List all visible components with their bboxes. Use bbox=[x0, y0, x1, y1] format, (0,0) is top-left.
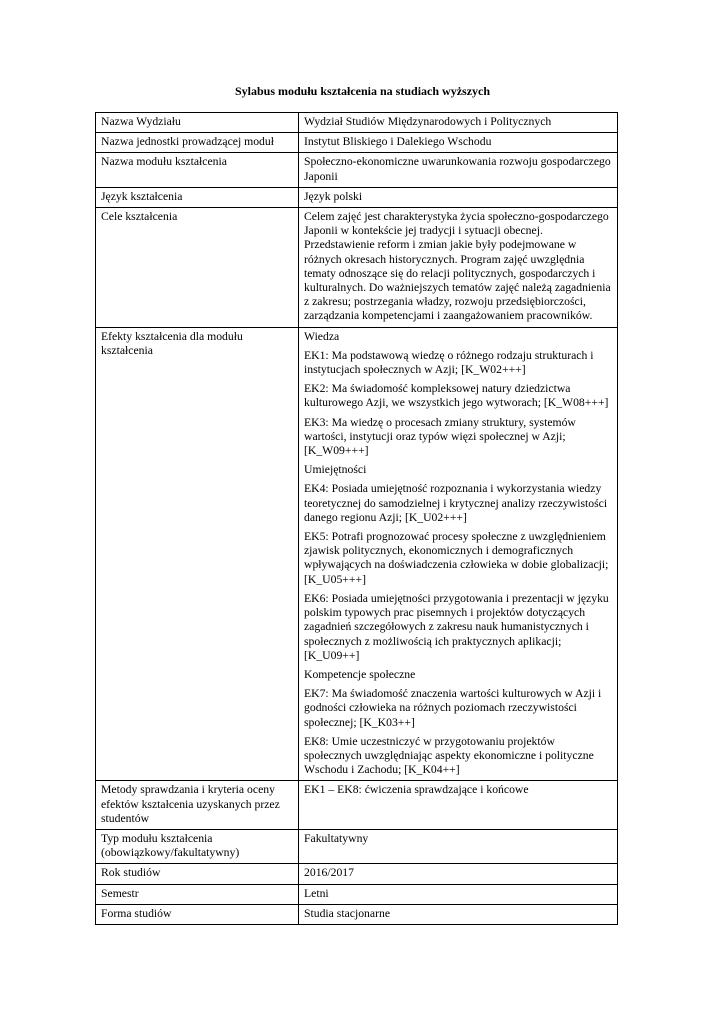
table-row bbox=[96, 781, 618, 830]
outcome-ek1: EK1: Ma podstawową wiedzę o różnego rodzaju strukturach i instytucjach społecznych w Azji; [K_W02+++] bbox=[304, 348, 594, 377]
row-value: Język polski bbox=[299, 187, 618, 207]
outcome-ek5: EK5: Potrafi prognozować procesy społeczne z uwzględnieniem zjawisk politycznych, ekonomicznych i demograficznych wpływających na doświadczenia człowieka w dobie globalizacji; [K_U05+++] bbox=[304, 530, 609, 586]
row-value: Społeczno-ekonomiczne uwarunkowania rozwoju gospodarczego Japonii bbox=[299, 153, 618, 187]
outcome-ek2: EK2: Ma świadomość kompleksowej natury dziedzictwa kulturowego Azji, we wszystkich jego wytworach; [K_W08+++] bbox=[304, 382, 609, 410]
row-value: Instytut Bliskiego i Dalekiego Wschodu bbox=[299, 133, 618, 153]
document-title: Sylabus modułu kształcenia na studiach wyższych bbox=[234, 84, 491, 98]
table-row bbox=[96, 153, 618, 187]
outcome-ek7: EK7: Ma świadomość znaczenia wartości kulturowych w Azji i godności człowieka na różnych poziomach rzeczywistości społecznej; [K_K03++] bbox=[304, 687, 602, 729]
table-row bbox=[96, 884, 618, 904]
row-value: Celem zajęć jest charakterystyka życia społeczno-gospodarczego Japonii w kontekście jej tradycji i sytuacji obecnej. Przedstawienie reform i zmian jakie były podejmowane w różnych okresach historycznych. Program zajęć uwzględnia tematy odnoszące się do relacji politycznych, gospodarczych i kulturalnych. Do ważniejszych tematów zajęć należą zagadnienia z zakresu; postrzegania władzy, rozwoju przedsiębiorczości, zarządzania kompetencjami i zaangażowaniem pracowników. bbox=[299, 208, 618, 328]
outcome-ek8: EK8: Umie uczestniczyć w przygotowaniu projektów społecznych uwzględniając aspekty ekonomiczne i polityczne Wschodu i Zachodu; [K_K04++] bbox=[304, 734, 594, 777]
table-row bbox=[96, 208, 618, 328]
table-row-outcomes bbox=[96, 327, 618, 781]
row-label: Nazwa jednostki prowadzącej moduł bbox=[96, 133, 299, 153]
row-label: Semestr bbox=[96, 884, 299, 904]
row-value: Studia stacjonarne bbox=[299, 904, 618, 924]
row-label: Cele kształcenia bbox=[96, 208, 299, 328]
row-label: Rok studiów bbox=[96, 864, 299, 884]
table-row bbox=[96, 133, 618, 153]
table-row bbox=[96, 904, 618, 924]
row-value: Wydział Studiów Międzynarodowych i Politycznych bbox=[299, 113, 618, 133]
row-value: 2016/2017 bbox=[299, 864, 618, 884]
row-label: Nazwa Wydziału bbox=[96, 113, 299, 133]
section-heading-social-competences: Kompetencje społeczne bbox=[304, 667, 416, 681]
section-heading-knowledge: Wiedza bbox=[304, 329, 340, 343]
outcome-ek6: EK6: Posiada umiejętności przygotowania i prezentacji w języku polskim typowych prac pisemnych i projektów dotyczących zagadnień szczegółowych z zakresu nauk humanistycznych i społecznych z możliwością ich praktycznych aplikacji; [K_U09++] bbox=[304, 591, 609, 662]
outcome-ek3: EK3: Ma wiedzę o procesach zmiany struktury, systemów wartości, instytucji oraz typów więzi społecznej w Azji; [K_W09+++] bbox=[304, 415, 576, 458]
row-label: Metody sprawdzania i kryteria oceny efektów kształcenia uzyskanych przez studentów bbox=[96, 781, 299, 830]
table-row bbox=[96, 864, 618, 884]
row-label: Nazwa modułu kształcenia bbox=[96, 153, 299, 187]
outcome-ek4: EK4: Posiada umiejętność rozpoznania i wykorzystania wiedzy teoretycznej do samodzielnej i krytycznej analizy rzeczywistości danego regionu Azji; [K_U02+++] bbox=[304, 482, 608, 524]
row-value: Letni bbox=[299, 884, 618, 904]
syllabus-table bbox=[95, 112, 618, 925]
row-value: EK1 – EK8: ćwiczenia sprawdzające i końcowe bbox=[299, 781, 618, 830]
section-heading-skills: Umiejętności bbox=[304, 463, 367, 477]
table-row bbox=[96, 113, 618, 133]
row-label: Język kształcenia bbox=[96, 187, 299, 207]
table-row bbox=[96, 829, 618, 863]
row-label: Efekty kształcenia dla modułu kształcenia bbox=[96, 327, 299, 781]
row-label: Forma studiów bbox=[96, 904, 299, 924]
row-value: Fakultatywny bbox=[299, 829, 618, 863]
table-row bbox=[96, 187, 618, 207]
outcomes-list bbox=[299, 327, 618, 781]
row-label: Typ modułu kształcenia (obowiązkowy/fakultatywny) bbox=[96, 829, 299, 863]
